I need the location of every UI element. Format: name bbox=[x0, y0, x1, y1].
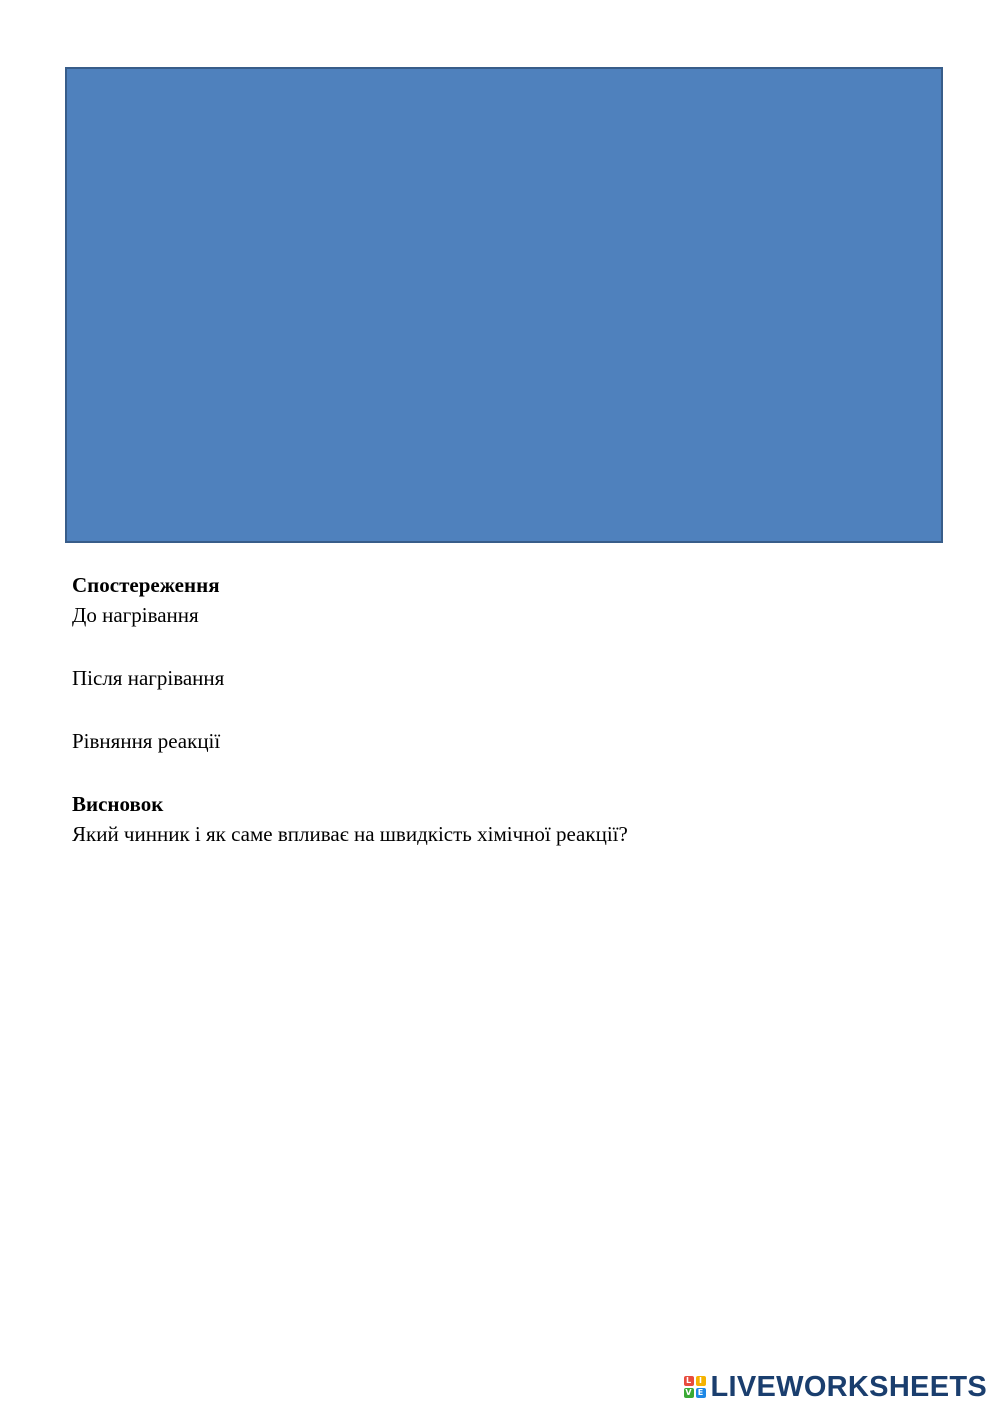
after-heating-label: Після нагрівання bbox=[72, 666, 225, 690]
logo-mark-icon bbox=[684, 1376, 706, 1398]
answer-space bbox=[72, 630, 932, 663]
logo-mark-letter: V bbox=[685, 1388, 692, 1397]
before-heating-label: До нагрівання bbox=[72, 603, 199, 627]
answer-space bbox=[72, 693, 932, 726]
worksheet-text bbox=[72, 570, 932, 849]
logo-text: LIVEWORKSHEETS bbox=[710, 1370, 987, 1403]
logo-mark-letter: I bbox=[696, 1376, 706, 1386]
liveworksheets-logo bbox=[684, 1370, 988, 1403]
conclusion-heading: Висновок bbox=[72, 792, 164, 816]
observations-heading: Спостереження bbox=[72, 573, 220, 597]
logo-mark-letter: L bbox=[684, 1376, 694, 1386]
reaction-equation-label: Рівняння реакції bbox=[72, 729, 221, 753]
conclusion-question: Який чинник і як саме впливає на швидкість хімічної реакції? bbox=[72, 822, 628, 846]
logo-mark-letter: E bbox=[696, 1388, 706, 1398]
image-placeholder-box bbox=[65, 67, 943, 543]
answer-space bbox=[72, 756, 932, 789]
